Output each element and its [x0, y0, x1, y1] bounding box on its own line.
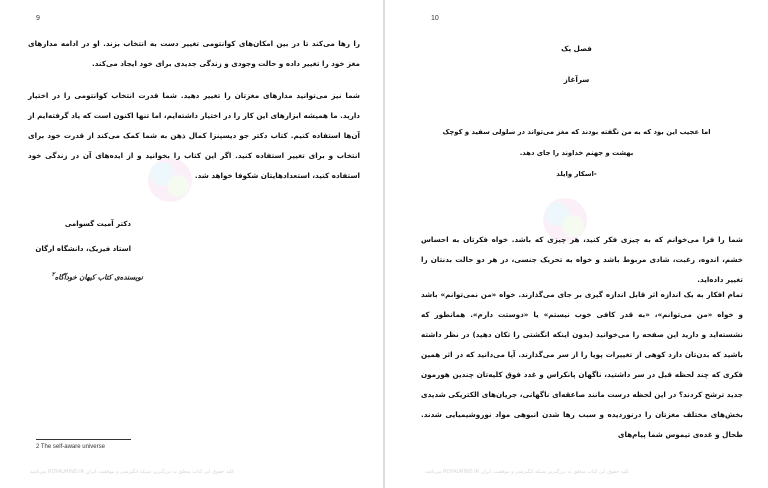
- chapter-subtitle: سرآغاز: [563, 75, 590, 84]
- footnote: 2 The self-aware universe: [36, 444, 105, 450]
- right-page: [385, 0, 768, 488]
- paragraph: شما را فرا می‌خوانم که به چیزی فکر کنید، هر چیزی که باشد. خواه فکرتان به احساس خشم، اندوه، رغبت، شادی مربوط باشد و خواه به تحریک جنسی، در هر دو حالت بدنتان را تغییر داده‌اید.: [421, 235, 743, 284]
- page-footer: کلیه حقوق این کتاب متعلق به بزرگترین شبکه انگیزشی و موفقیت ایران ROYALMIND.IR می‌باشد: [30, 469, 235, 475]
- paragraph: تمام افکار به یک اندازه اثر قابل اندازه گیری بر جای می‌گذارند. خواه «من نمی‌توانم» باشد و خواه «من می‌توانم»، «به قدر کافی خوب نیستم» یا «دوستت دارم». همانطور که نشسته‌اید و دارید این صفحه را می‌خوانید (بدون اینکه انگشتی را تکان دهید) در نظر داشته باشید که بدن‌تان دارد کوهی از تغییرات پویا را از سر می‌گذارند. آیا می‌دانید که در اثر همین فکری که چند لحظه قبل در سر داشتید، ناگهان پانکراس و غدد فوق کلیه‌تان چندین هورمون جدید ترشح کردند؟ در این لحظه درست مانند صاعقه‌ای ناگهانی، جریان‌های الکتریکی شدیدی بخش‌های مختلف مغزتان را درنوردیده و سبب رها شدن انبوهی مواد نوروشیمیایی شدند. طحال و غده‌ی تیموس شما پیام‌های: [421, 290, 743, 439]
- paragraph: را رها می‌کند تا در بین امکان‌های کوانتومی تغییر دست به انتخاب بزند. او در ادامه مدارهای مغز خود را تغییر داده و حالت وجودی و زندگی جدیدی برای خود ایجاد می‌کند.: [28, 39, 360, 68]
- signature-title: استاد فیزیک، دانشگاه ارگان: [35, 245, 131, 253]
- epigraph-line: اما عجیب این بود که به من نگفته بودند که مغز می‌تواند در سلولی سفید و کوچک: [442, 128, 711, 136]
- signature-book: نویسنده‌ی کتاب کیهان خودآگاه$^۲$: [51, 272, 143, 282]
- chapter-title: فصل یک: [561, 44, 592, 53]
- page-number: 9: [36, 15, 40, 22]
- page-footer: کلیه حقوق این کتاب متعلق به بزرگترین شبکه انگیزشی و موفقیت ایران ROYALMIND.IR می‌باشد: [425, 469, 630, 475]
- page-number: 10: [431, 15, 439, 22]
- epigraph-author: -اسکار وایلد: [556, 170, 597, 178]
- left-page: [0, 0, 383, 488]
- paragraph: شما نیز می‌توانید مدارهای مغزتان را تغییر دهید. شما قدرت انتخاب کوانتومی را در اختیار دارید. ما همیشه ابزارهای این کار را در اختیار داشته‌ایم، اما تنها اکنون است که یاد گرفته‌ایم از آن‌ها استفاده کنیم. کتاب دکتر جو دیسپنزا کمال ذهن به شما کمک می‌کند از قدرت خود برای انتخاب و برای تغییر استفاده کنید. اگر این کتاب را بخوانید و از ایده‌های آن در زندگی خود استفاده کنید، استعدادهایتان شکوفا خواهد شد.: [28, 91, 360, 180]
- footnote-marker: ۲: [51, 272, 55, 278]
- footnote-divider: [36, 439, 131, 440]
- signature-name: دکتر آمیت گسوامی: [64, 220, 131, 228]
- epigraph-line: بهشت و جهنم خداوند را جای دهد.: [519, 149, 634, 157]
- watermark-logo: [140, 150, 200, 210]
